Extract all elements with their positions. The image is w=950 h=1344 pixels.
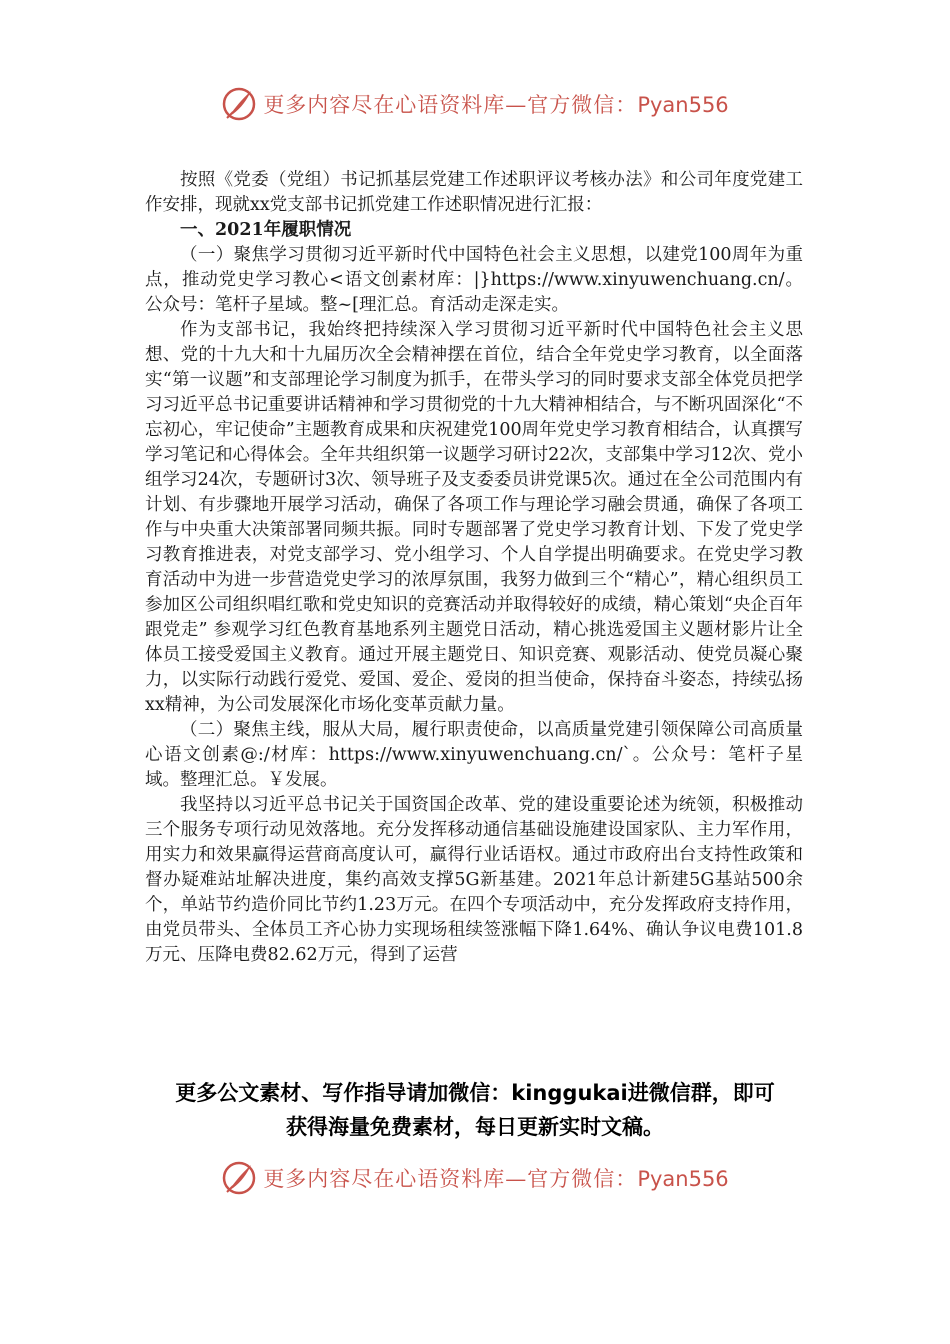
- subsection-1-title: （一）聚焦学习贯彻习近平新时代中国特色社会主义思想，以建党100周年为重点，推动党史学习教心<语文创素材库：|}https://www.xinyuwenchuang.cn/。公众号：笔杆子星域。整~[理汇总。育活动走深走实。: [145, 245, 803, 315]
- banner-text: 更多内容尽在心语资料库—官方微信：Pyan556: [263, 1167, 729, 1191]
- promo-line-2: 获得海量免费素材，每日更新实时文稿。: [286, 1115, 664, 1139]
- banner-text: 更多内容尽在心语资料库—官方微信：Pyan556: [263, 93, 729, 117]
- promo-notice: [100, 1076, 850, 1144]
- quill-logo-icon: [221, 1160, 257, 1196]
- banner-wechat-id: Pyan556: [637, 1167, 729, 1191]
- body-paragraph-1: 作为支部书记，我始终把持续深入学习贯彻习近平新时代中国特色社会主义思想、党的十九大和十九届历次全会精神摆在首位，结合全年党史学习教育，以全面落实“第一议题”和支部理论学习制度为抓手，在带头学习的同时要求支部全体党员把学习习近平总书记重要讲话精神和学习贯彻党的十九大精神相结合，与不断巩固深化“不忘初心，牢记使命”主题教育成果和庆祝建党100周年党史学习教育相结合，认真撰写学习笔记和心得体会。全年共组织第一议题学习研讨22次，支部集中学习12次、党小组学习24次，专题研讨3次、领导班子及支委委员讲党课5次。通过在全公司范围内有计划、有步骤地开展学习活动，确保了各项工作与理论学习融会贯通，确保了各项工作与中央重大决策部署同频共振。同时专题部署了党史学习教育计划、下发了党史学习教育推进表，对党支部学习、党小组学习、个人自学提出明确要求。在党史学习教育活动中为进一步营造党史学习的浓厚氛围，我努力做到三个“精心”，精心组织员工参加区公司组织唱红歌和党史知识的竞赛活动并取得较好的成绩，精心策划“央企百年跟党走” 参观学习红色教育基地系列主题党日活动，精心挑选爱国主义题材影片让全体员工接受爱国主义教育。通过开展主题党日、知识竞赛、观影活动、使党员凝心聚力，以实际行动践行爱党、爱国、爱企、爱岗的担当使命，保持奋斗姿态，持续弘扬xx精神，为公司发展深化市场化变革贡献力量。: [145, 320, 803, 715]
- footer-banner: [0, 1158, 950, 1198]
- promo-line-1: 更多公文素材、写作指导请加微信：kinggukai进微信群，即可: [175, 1081, 775, 1105]
- body-paragraph-2: 我坚持以习近平总书记关于国资国企改革、党的建设重要论述为统领，积极推动三个服务专项行动见效落地。充分发挥移动通信基础设施建设国家队、主力军作用，用实力和效果赢得运营商高度认可，赢得行业话语权。通过市政府出台支持性政策和督办疑难站址解决进度，集约高效支撑5G新基建。2021年总计新建5G基站500余个，单站节约造价同比节约1.23万元。在四个专项活动中，充分发挥政府支持作用，由党员带头、全体员工齐心协力实现场租续签涨幅下降1.64%、确认争议电费101.8万元、压降电费82.62万元，得到了运营: [145, 795, 803, 965]
- document-body: [145, 168, 803, 968]
- section-heading: 一、2021年履职情况: [180, 220, 352, 240]
- intro-paragraph: 按照《党委（党组）书记抓基层党建工作述职评议考核办法》和公司年度党建工作安排，现就xx党支部书记抓党建工作述职情况进行汇报：: [145, 170, 803, 215]
- subsection-2-title: （二）聚焦主线，服从大局，履行职责使命，以高质量党建引领保障公司高质量心语文创素@:/材库：https://www.xinyuwenchuang.cn/`。公众号：笔杆子星域。整理汇总。￥发展。: [145, 720, 803, 790]
- header-banner: [0, 84, 950, 124]
- banner-wechat-id: Pyan556: [637, 93, 729, 117]
- quill-logo-icon: [221, 86, 257, 122]
